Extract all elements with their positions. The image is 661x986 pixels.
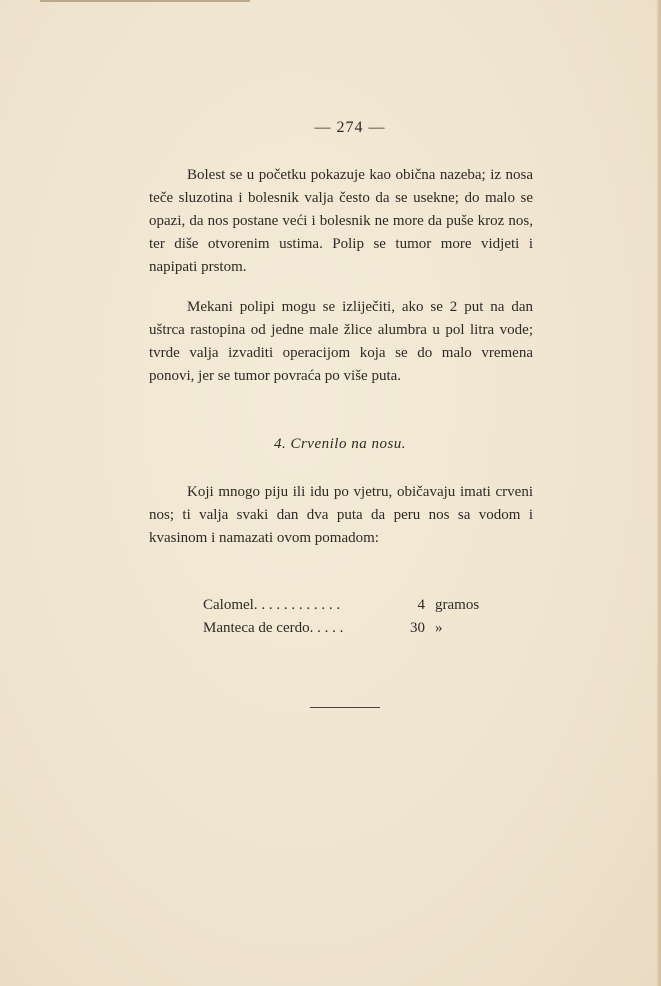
ingredient-quantity: 30	[410, 620, 425, 636]
recipe-item	[203, 594, 479, 617]
recipe-list	[203, 594, 479, 640]
ingredient-name: Manteca de cerdo. . . . .	[203, 620, 344, 636]
ingredient-name: Calomel. . . . . . . . . . . .	[203, 597, 341, 613]
paragraph-1	[149, 164, 533, 279]
paragraph-2	[149, 296, 533, 388]
paragraph-3-text: Koji mnogo piju ili idu po vjetru, običavaju imati crveni nos; ti valja svaki dan dva puta da peru nos sa vodom i kvasinom i namazati ovom pomadom:	[149, 484, 533, 546]
page-number: — 274 —	[314, 119, 386, 136]
paragraph-3	[149, 481, 533, 550]
recipe-item	[203, 617, 479, 640]
page-top-edge	[40, 0, 250, 2]
ingredient-unit: gramos	[435, 597, 480, 613]
ingredient-unit: »	[435, 620, 443, 636]
closing-rule	[310, 707, 380, 708]
page-right-edge	[657, 0, 661, 986]
section-heading: 4. Crvenilo na nosu.	[273, 436, 407, 452]
ingredient-quantity: 4	[417, 597, 425, 613]
paragraph-2-text: Mekani polipi mogu se izliječiti, ako se 2 put na dan uštrca rastopina od jedne male žlice alumbra u pol litra vode; tvrde valja izvaditi operacijom koja se do malo vremena ponovi, jer se tumor povraća po više puta.	[149, 299, 533, 384]
paragraph-1-text: Bolest se u početku pokazuje kao obična nazeba; iz nosa teče sluzotina i bolesnik valja često da se usekne; do malo se opazi, da nos postane veći i bolesnik ne more da puše kroz nos, ter diše otvorenim ustima. Polip se tumor more vidjeti i napipati prstom.	[149, 167, 533, 275]
